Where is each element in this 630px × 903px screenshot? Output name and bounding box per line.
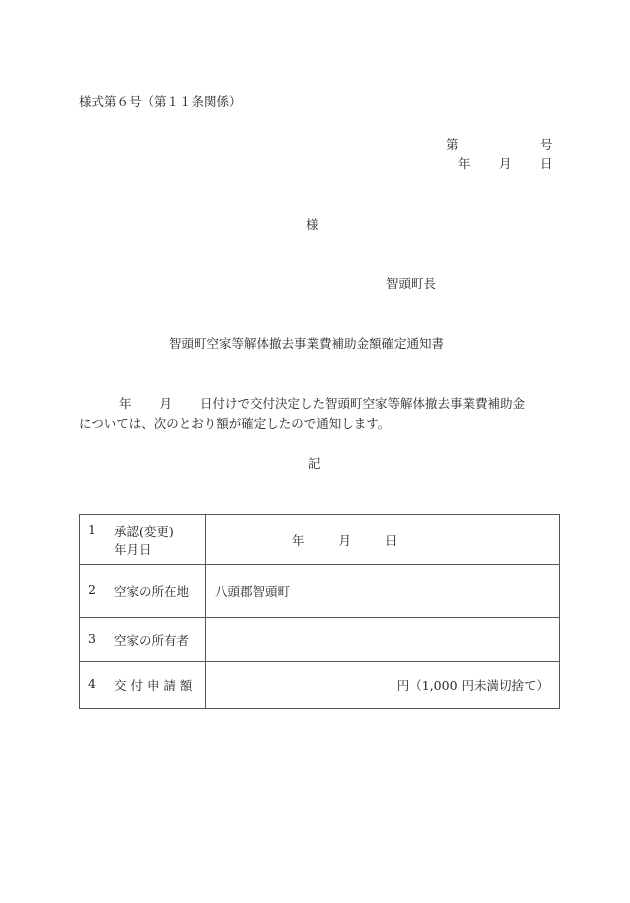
table-row <box>80 515 560 565</box>
row-number: 4 <box>88 676 96 691</box>
issue-date-month: 月 <box>499 156 512 171</box>
approval-date-cell[interactable] <box>206 515 560 565</box>
body-line-1-text: 日付けで交付決定した智頭町空家等解体撤去事業費補助金 <box>200 396 526 411</box>
body-line-2: については、次のとおり額が確定したので通知します。 <box>79 416 391 431</box>
details-table <box>79 514 560 709</box>
row-label-cell <box>80 662 206 709</box>
row-label-line2: 年月日 <box>114 541 152 557</box>
table-row <box>80 565 560 618</box>
row-label-cell <box>80 618 206 662</box>
doc-number-prefix: 第 <box>446 137 459 152</box>
table-row <box>80 662 560 709</box>
row-label: 交 付 申 請 額 <box>114 678 193 693</box>
location-cell[interactable]: 八頭郡智頭町 <box>206 565 560 618</box>
row-number: 1 <box>88 521 96 537</box>
approval-year: 年 <box>292 532 305 548</box>
row-label-cell <box>80 515 206 565</box>
amount-cell[interactable]: 円（1,000 円未満切捨て） <box>206 662 560 709</box>
approval-day: 日 <box>385 532 398 548</box>
issue-date-year: 年 <box>458 156 471 171</box>
row-label-cell <box>80 565 206 618</box>
body-year: 年 <box>119 396 132 411</box>
table-row <box>80 618 560 662</box>
row-label: 空家の所在地 <box>114 584 190 599</box>
document-title: 智頭町空家等解体撤去事業費補助金額確定通知書 <box>169 336 445 351</box>
doc-number-suffix: 号 <box>540 137 553 152</box>
row-label: 空家の所有者 <box>114 632 190 648</box>
approval-month: 月 <box>338 532 352 548</box>
row-label-line1: 承認(変更) <box>114 523 174 539</box>
row-number: 3 <box>88 630 96 646</box>
body-month: 月 <box>159 396 173 411</box>
issue-date-day: 日 <box>540 156 553 171</box>
ki-heading: 記 <box>308 456 321 471</box>
form-number: 様式第６号（第１１条関係） <box>79 94 242 109</box>
recipient-honorific: 様 <box>306 217 319 232</box>
row-number: 2 <box>88 582 96 597</box>
body-line-1 <box>79 398 525 411</box>
row-label <box>114 522 174 558</box>
owner-cell[interactable] <box>206 618 560 662</box>
sender-name: 智頭町長 <box>386 276 437 291</box>
